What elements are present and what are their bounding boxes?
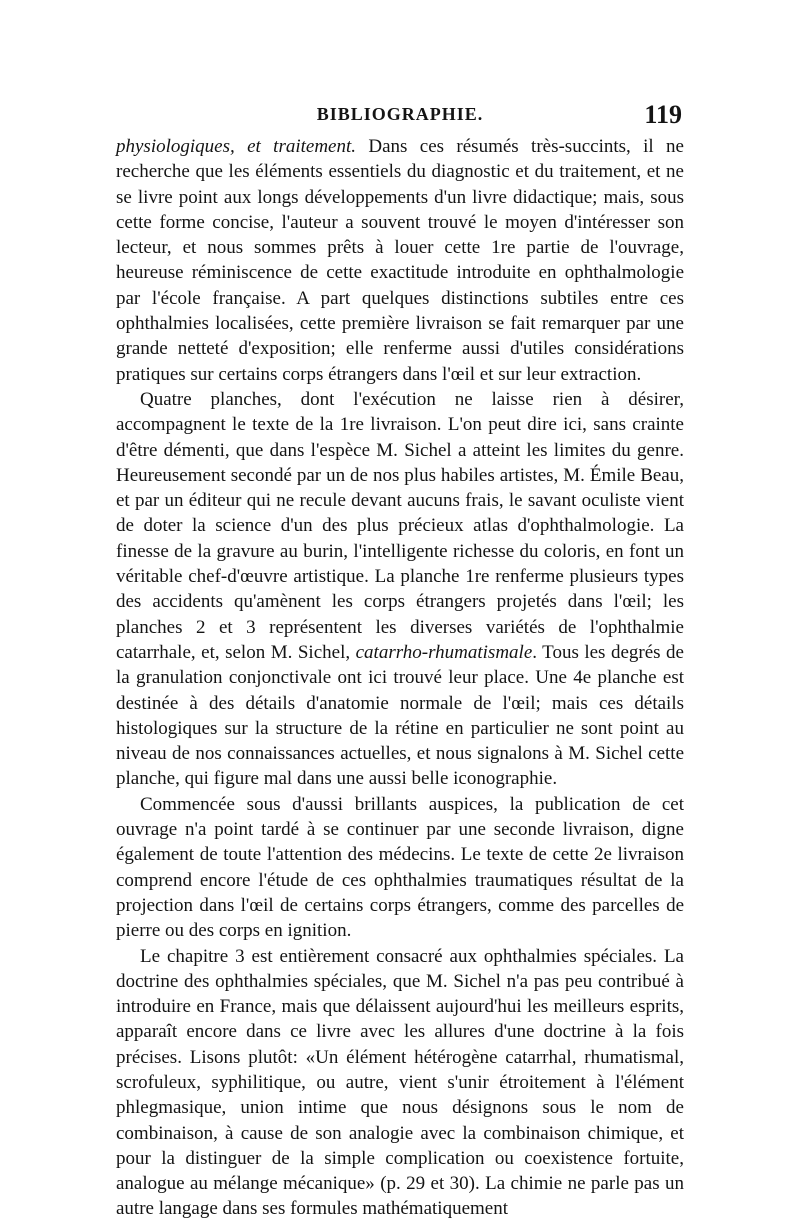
paragraph-1-text: Dans ces résumés très-succints, il ne recherche que les éléments essentiels du diagnostic et du traitement, et ne se livre point aux longs développements d'un livre didactique; mais, sous cette forme concise, l'auteur a souvent trouvé le moyen d'intéresser son lecteur, et nous sommes prêts à louer cette 1re partie de l'ouvrage, heureuse réminiscence de cette exactitude introduite en ophthalmologie par l'école française. A part quelques distinctions subtiles entre ces ophthalmies localisées, cette première livraison se fait remarquer par une grande netteté d'exposition; elle renferme aussi d'utiles considérations pratiques sur certains corps étrangers dans l'œil et sur leur extraction. bbox=[116, 136, 684, 385]
page-number: 119 bbox=[644, 100, 682, 129]
paragraph-4-text: Le chapitre 3 est entièrement consacré aux ophthalmies spéciales. La doctrine des ophthalmies spéciales, que M. Sichel n'a pas peu contribué à introduire en France, mais que délaissent aujourd'hui les meilleurs esprits, apparaît encore dans ce livre avec les allures d'une doctrine à la fois précises. Lisons plutôt: «Un élément hétérogène catarrhal, rhumatismal, scrofuleux, syphilitique, ou autre, vient s'unir étroitement à l'élément phlegmasique, union intime que nous désignons sous le nom de combinaison, à cause de son analogie avec la combinaison chimique, et pour la distinguer de la simple complication ou coexistence fortuite, analogue au mélange mécanique» (p. 29 et 30). La chimie ne parle pas un autre langage dans ses formules mathématiquement bbox=[116, 945, 684, 1220]
paragraph-2 bbox=[116, 387, 684, 792]
paragraph-2-text-before: Quatre planches, dont l'exécution ne laisse rien à désirer, accompagnent le texte de la 1re livraison. L'on peut dire ici, sans crainte d'être démenti, que dans l'espèce M. Sichel a atteint les limites du genre. Heureusement secondé par un de nos plus habiles artistes, M. Émile Beau, et par un éditeur qui ne recule devant aucuns frais, le savant oculiste vient de doter la science d'un des plus précieux atlas d'ophthalmologie. La finesse de la gravure au burin, l'intelligente richesse du coloris, en font un véritable chef-d'œuvre artistique. La planche 1re renferme plusieurs types des accidents qu'amènent les corps étrangers projetés dans l'œil; les planches 2 et 3 représentent les diverses variétés de l'ophthalmie catarrhale, et, selon M. Sichel, bbox=[116, 388, 684, 663]
page-header bbox=[116, 100, 684, 132]
paragraph-3 bbox=[116, 792, 684, 944]
paragraph-2-italic-term: catarrho-rhumatismale bbox=[355, 641, 533, 663]
paragraph-1-lead-italic: physiologiques, et traitement. bbox=[116, 136, 357, 157]
body-text bbox=[116, 134, 684, 1222]
book-page bbox=[116, 100, 684, 1222]
paragraph-1 bbox=[116, 134, 684, 387]
paragraph-3-text: Commencée sous d'aussi brillants auspices, la publication de cet ouvrage n'a point tardé à se continuer par une seconde livraison, digne également de toute l'attention des médecins. Le texte de cette 2e livraison comprend encore l'étude de ces ophthalmies traumatiques résultat de la projection dans l'œil de certains corps étrangers, comme des parcelles de pierre ou des corps en ignition. bbox=[116, 793, 684, 942]
paragraph-4 bbox=[116, 944, 684, 1222]
paragraph-2-text-after: . Tous les degrés de la granulation conjonctivale ont ici trouvé leur place. Une 4e planche est destinée à des détails d'anatomie normale de l'œil; mais ces détails histologiques sur la structure de la rétine en particulier ne sont point au niveau de nos connaissances actuelles, et nous signalons à M. Sichel cette planche, qui figure mal dans une aussi belle iconographie. bbox=[116, 641, 684, 790]
running-head: BIBLIOGRAPHIE. bbox=[316, 104, 484, 124]
